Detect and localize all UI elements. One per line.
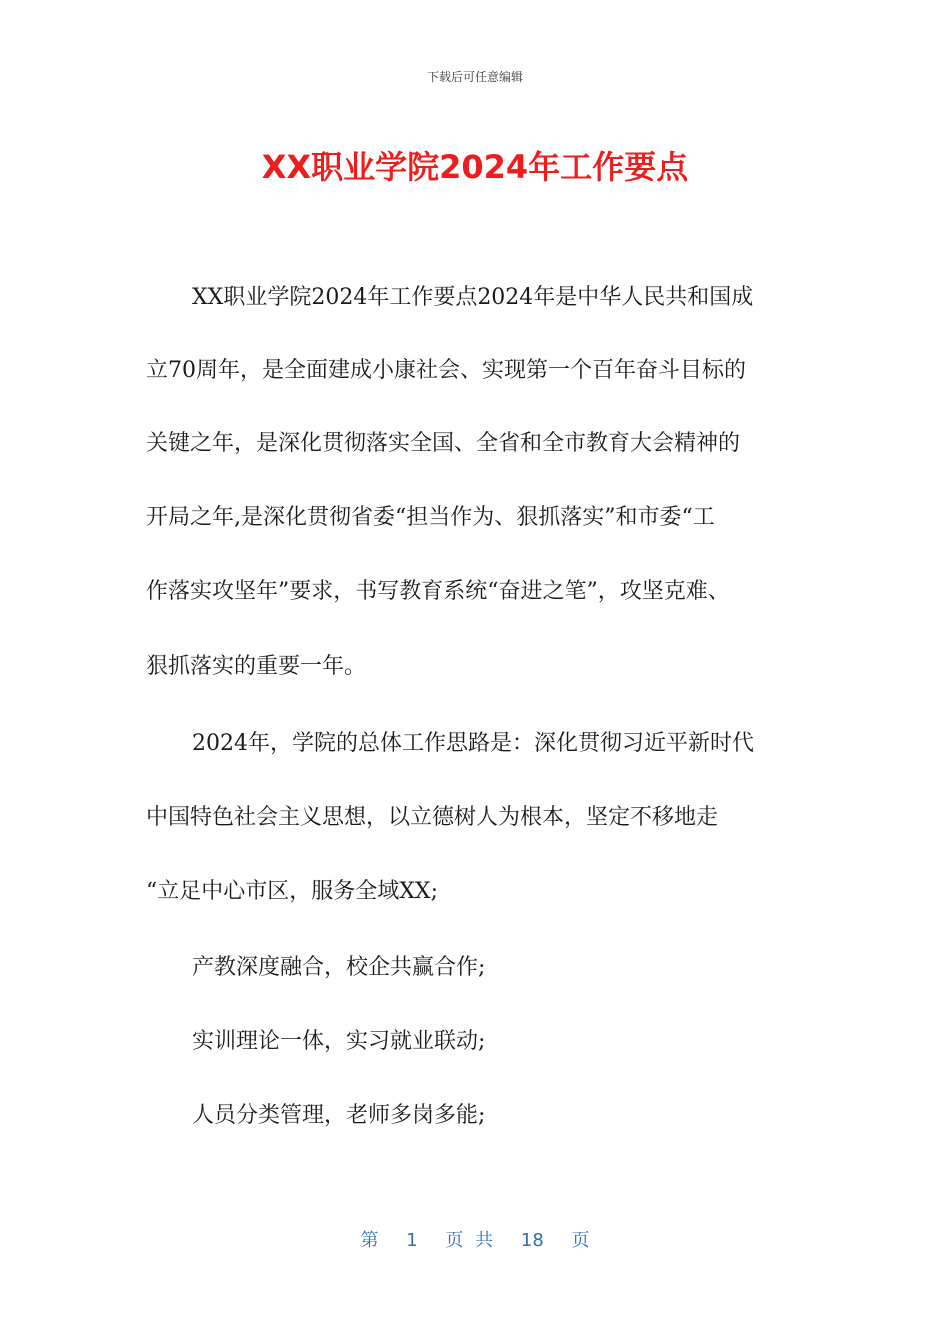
document-title: XX职业学院2024年工作要点 xyxy=(261,148,689,186)
paragraph-line: 作落实攻坚年”要求，书写教育系统“奋进之笔”，攻坚克难、 xyxy=(146,579,730,604)
current-page-number: 1 xyxy=(406,1230,418,1251)
paragraph-line: 狠抓落实的重要一年。 xyxy=(146,654,367,679)
paragraph-line: 中国特色社会主义思想，以立德树人为根本，坚定不移地走 xyxy=(146,805,719,830)
total-pages-number: 18 xyxy=(520,1230,544,1251)
paragraph-line: 开局之年,是深化贯彻省委“担当作为、狠抓落实”和市委“工 xyxy=(146,505,715,530)
paragraph-line: XX职业学院2024年工作要点2024年是中华人民共和国成 xyxy=(192,285,754,310)
paragraph-line: “立足中心市区，服务全域XX; xyxy=(146,879,438,904)
paragraph-line: 人员分类管理，老师多岗多能; xyxy=(192,1103,486,1128)
footer-prefix: 第 xyxy=(360,1230,379,1251)
footer-mid: 页 共 xyxy=(445,1230,494,1251)
paragraph-line: 关键之年，是深化贯彻落实全国、全省和全市教育大会精神的 xyxy=(146,431,741,456)
footer-suffix: 页 xyxy=(571,1230,590,1251)
paragraph-line: 2024年，学院的总体工作思路是：深化贯彻习近平新时代 xyxy=(192,731,754,756)
paragraph-line: 产教深度融合，校企共赢合作; xyxy=(192,955,486,980)
paragraph-line: 立70周年，是全面建成小康社会、实现第一个百年奋斗目标的 xyxy=(146,358,746,383)
page-footer xyxy=(0,1226,950,1252)
paragraph-line: 实训理论一体，实习就业联动; xyxy=(192,1029,486,1054)
header-note: 下载后可任意编辑 xyxy=(426,70,523,84)
